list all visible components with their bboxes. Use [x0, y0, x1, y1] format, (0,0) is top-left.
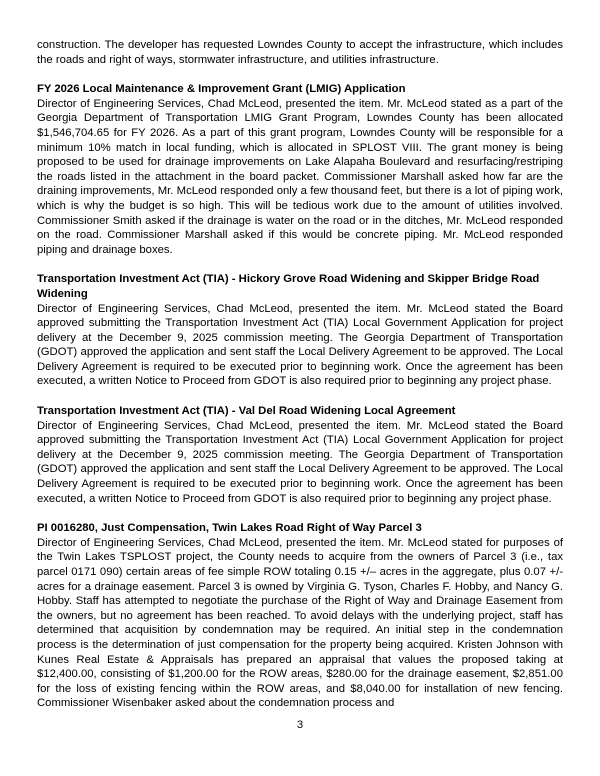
section-tia-hickory-grove — [37, 272, 563, 389]
intro-paragraph: construction. The developer has requested Lowndes County to accept the infrastructure, which includes the roads and right of ways, stormwater infrastructure, and utilities infrastructure. — [37, 39, 563, 66]
section-body: Director of Engineering Services, Chad McLeod, presented the item. Mr. McLeod stated for purposes of the Twin Lakes TSPLOST project, the County needs to acquire from the owners of Parcel 3 (i.e., tax parcel 0171 090) certain areas of fee simple ROW totaling 0.15 +/– acres in the aggregate, plus 0.07 +/- acres for a drainage easement. Parcel 3 is owned by Virginia G. Tyson, Charles F. Hobby, and Nancy G. Hobby. Staff has attempted to negotiate the purchase of the Right of Way and Drainage Easement from the owners, but no agreement has been reached. To avoid delays with the underlying project, staff has determined that acquisition by condemnation may be required. An initial step in the condemnation process is the determination of just compensation for the property being acquired. Kristen Johnson with Kunes Real Estate & Appraisals has prepared an appraisal that values the proposed taking at $12,400.00, consisting of $1,200.00 for the ROW areas, $280.00 for the drainage easement, $2,851.00 for the loss of existing fencing within the ROW areas, and $8,040.00 for installation of new fencing. Commissioner Wisenbaker asked about the condemnation process and — [37, 536, 563, 710]
document-page — [37, 38, 563, 711]
section-body: Director of Engineering Services, Chad McLeod, presented the item. Mr. McLeod stated as a part of the Georgia Department of Transportation LMIG Grant Program, Lowndes County has been allocated $1,546,704.65 for FY 2026. As a part of this grant program, Lowndes County will be responsible for a minimum 10% match in local funding, which is allocated in SPLOST VIII. The grant money is being proposed to be used for drainage improvements on Lake Alapaha Boulevard and resurfacing/restriping the roads listed in the attachment in the board packet. Commissioner Marshall asked how far are the draining improvements, Mr. McLeod responded only a few thousand feet, but there is a lot of piping work, which is why the budget is so high. This will be tedious work due to the amount of utilities involved. Commissioner Smith asked if the drainage is water on the road or in the ditches, Mr. McLeod responded on the road. Commissioner Marshall asked if this would be concrete piping. Mr. McLeod responded piping and drainage boxes. — [37, 97, 563, 256]
section-heading: PI 0016280, Just Compensation, Twin Lakes Road Right of Way Parcel 3 — [37, 522, 422, 535]
section-body: Director of Engineering Services, Chad McLeod, presented the item. Mr. McLeod stated the Board approved submitting the Transportation Investment Act (TIA) Local Government Application for project delivery at the December 9, 2025 commission meeting. The Georgia Department of Transportation (GDOT) approved the application and sent staff the Local Delivery Agreement to be approved. The Local Delivery Agreement is required to be executed prior to beginning work. Once the agreement has been executed, a written Notice to Proceed from GDOT is also required prior to beginning any project phase. — [37, 419, 563, 505]
section-twin-lakes-parcel-3 — [37, 521, 563, 711]
section-body: Director of Engineering Services, Chad McLeod, presented the item. Mr. McLeod stated the Board approved submitting the Transportation Investment Act (TIA) Local Government Application for project delivery at the December 9, 2025 commission meeting. The Georgia Department of Transportation (GDOT) approved the application and sent staff the Local Delivery Agreement to be approved. The Local Delivery Agreement is required to be executed prior to beginning work. Once the agreement has been executed, a written Notice to Proceed from GDOT is also required prior to beginning any project phase. — [37, 302, 563, 388]
section-heading: Transportation Investment Act (TIA) - Hickory Grove Road Widening and Skipper Bridge Road Widening — [37, 273, 540, 300]
page-number: 3 — [296, 719, 304, 731]
section-heading: FY 2026 Local Maintenance & Improvement Grant (LMIG) Application — [37, 83, 406, 96]
section-lmig — [37, 82, 563, 257]
section-tia-val-del — [37, 404, 563, 506]
section-heading: Transportation Investment Act (TIA) - Val Del Road Widening Local Agreement — [37, 405, 456, 418]
